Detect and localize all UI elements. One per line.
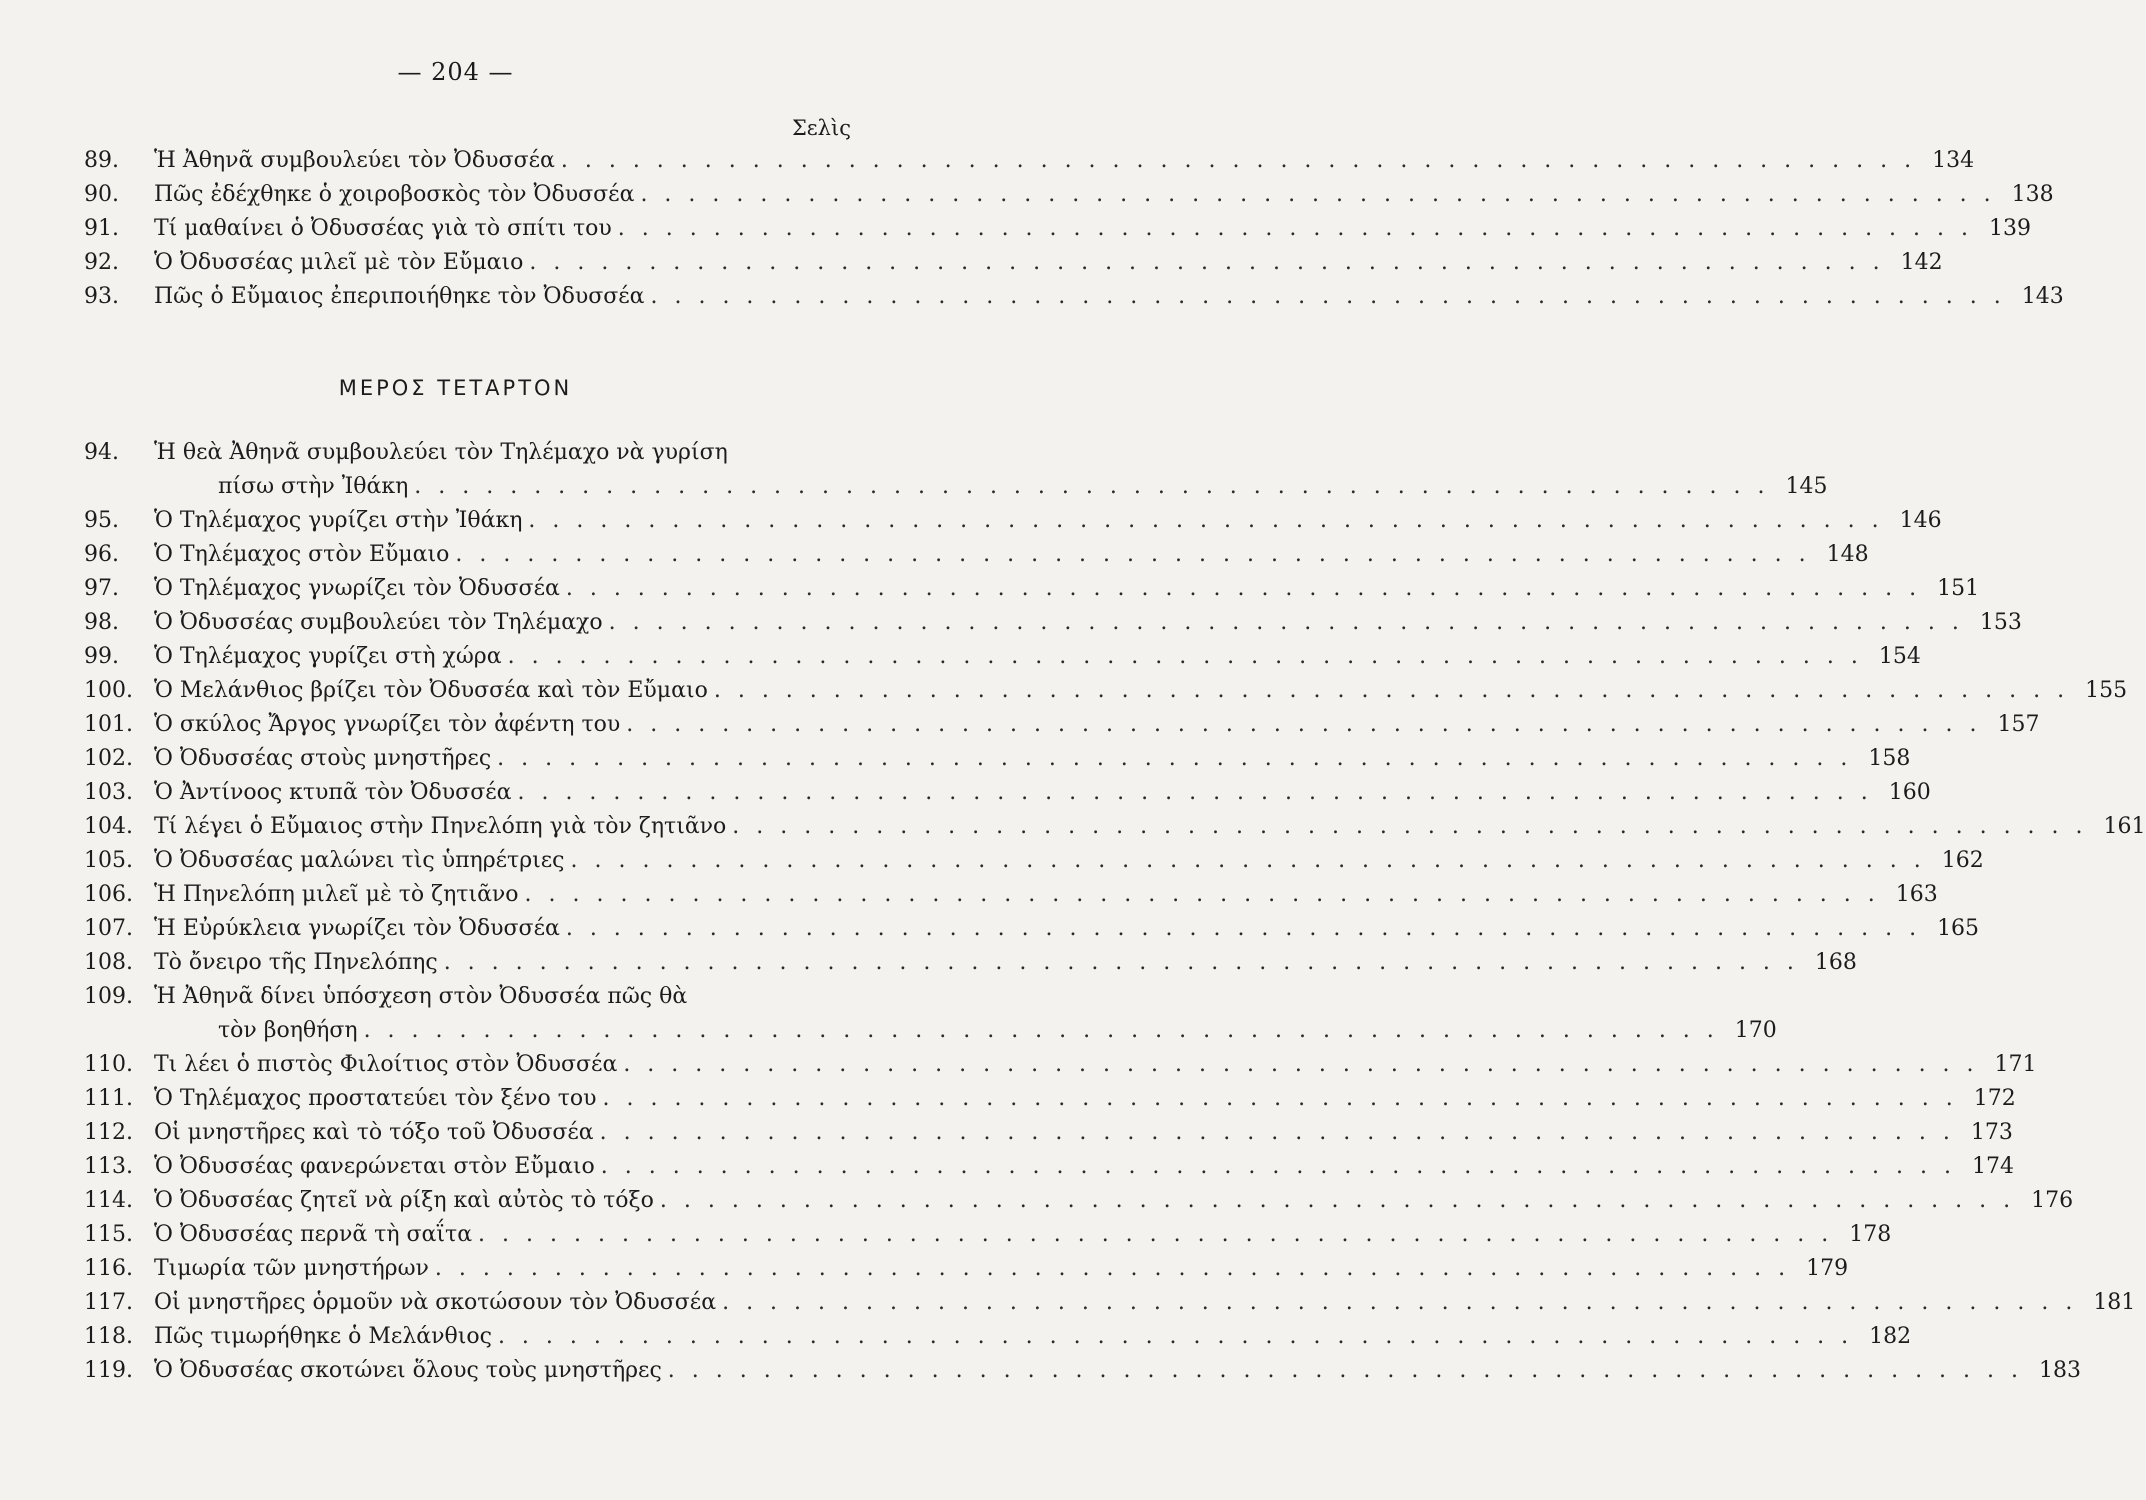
- toc-entry: [84, 848, 1984, 880]
- toc-entry: [84, 1256, 1849, 1288]
- entry-page: 146: [1899, 508, 1942, 533]
- dot-leader: . . . . . . . . . . . . . . . . . . . . . . . . . . . . . . . . . . . . . . . . . . . . . . . . . . . . . . . . .: [529, 250, 1885, 275]
- entry-title: Ὁ Τηλέμαχος γνωρίζει τὸν Ὀδυσσέα: [154, 576, 560, 601]
- toc-entry: [84, 780, 1931, 812]
- entry-title: Τί μαθαίνει ὁ Ὀδυσσέας γιὰ τὸ σπίτι του: [154, 216, 612, 241]
- entry-page: 183: [2039, 1358, 2082, 1383]
- toc-entry: [84, 182, 2054, 214]
- toc-entry: [84, 610, 2022, 642]
- entry-title: Ὁ σκύλος Ἄργος γνωρίζει τὸν ἀφέντη του: [154, 712, 621, 737]
- dot-leader: . . . . . . . . . . . . . . . . . . . . . . . . . . . . . . . . . . . . . . . . . . . . . . . . . . . . . . . . .: [623, 1052, 1979, 1077]
- entry-title: Ὁ Ὀδυσσέας σκοτώνει ὅλους τοὺς μνηστῆρες: [154, 1358, 662, 1383]
- entry-title: Τὸ ὄνειρο τῆς Πηνελόπης: [154, 950, 438, 975]
- entry-number: 92.: [84, 250, 119, 275]
- entry-title: Ὁ Ὀδυσσέας μαλώνει τὶς ὑπηρέτριες: [154, 848, 565, 873]
- toc-entry: [84, 542, 1869, 574]
- entry-number: 98.: [84, 610, 119, 635]
- toc-entry: [84, 250, 1943, 282]
- entry-number: 116.: [84, 1256, 133, 1281]
- entry-page: 170: [1734, 1018, 1777, 1043]
- entry-page: 143: [2021, 284, 2064, 309]
- entry-page: 174: [1971, 1154, 2014, 1179]
- entry-page: 157: [1997, 712, 2040, 737]
- toc-entry: [84, 1120, 2013, 1152]
- dot-leader: . . . . . . . . . . . . . . . . . . . . . . . . . . . . . . . . . . . . . . . . . . . . . . . . . . . . . . . . .: [667, 1358, 2024, 1383]
- toc-entry: [84, 746, 1911, 778]
- entry-title: Ὁ Μελάνθιος βρίζει τὸν Ὀδυσσέα καὶ τὸν Εὔμαιο: [154, 678, 708, 703]
- entry-number: 102.: [84, 746, 133, 771]
- entry-title: Ἡ θεὰ Ἀθηνᾶ συμβουλεύει τὸν Τηλέμαχο νὰ γυρίση: [154, 440, 728, 465]
- entry-number: 109.: [84, 984, 133, 1009]
- entry-page: 155: [2085, 678, 2128, 703]
- entry-title: Ὁ Τηλέμαχος γυρίζει στὴ χώρα: [154, 644, 502, 669]
- dot-leader: . . . . . . . . . . . . . . . . . . . . . . . . . . . . . . . . . . . . . . . . . . . . . . . . . . . . . . . . .: [732, 814, 2088, 839]
- entry-page: 151: [1937, 576, 1980, 601]
- entry-title: Ὁ Ὀδυσσέας φανερώνεται στὸν Εὔμαιο: [154, 1154, 595, 1179]
- toc-entry: [84, 1188, 2074, 1220]
- entry-page: 154: [1878, 644, 1921, 669]
- entry-page: 179: [1806, 1256, 1849, 1281]
- toc-entry: [84, 474, 1828, 506]
- entry-page: 168: [1814, 950, 1857, 975]
- dot-leader: . . . . . . . . . . . . . . . . . . . . . . . . . . . . . . . . . . . . . . . . . . . . . . . . . . . . . . . . .: [507, 644, 1863, 669]
- entry-title: πίσω στὴν Ἰθάκη: [218, 474, 409, 499]
- entry-number: 115.: [84, 1222, 133, 1247]
- dot-leader: . . . . . . . . . . . . . . . . . . . . . . . . . . . . . . . . . . . . . . . . . . . . . . . . . . . . . . . . .: [602, 1086, 1958, 1111]
- entry-page: 181: [2093, 1290, 2136, 1315]
- entry-title: Πῶς ὁ Εὔμαιος ἐπεριποιήθηκε τὸν Ὀδυσσέα: [154, 284, 645, 309]
- entry-page: 172: [1973, 1086, 2016, 1111]
- dot-leader: . . . . . . . . . . . . . . . . . . . . . . . . . . . . . . . . . . . . . . . . . . . . . . . . . . . . . . . . .: [608, 610, 1964, 635]
- entry-page: 173: [1970, 1120, 2013, 1145]
- toc-entry: [84, 508, 1942, 540]
- page-number: — 204 —: [397, 58, 514, 86]
- toc-entry: [84, 1222, 1892, 1254]
- entry-number: 90.: [84, 182, 119, 207]
- entry-page: 178: [1849, 1222, 1892, 1247]
- toc-entry: [84, 216, 2032, 248]
- dot-leader: . . . . . . . . . . . . . . . . . . . . . . . . . . . . . . . . . . . . . . . . . . . . . . . . . . . . . . . . .: [517, 780, 1873, 805]
- dot-leader: . . . . . . . . . . . . . . . . . . . . . . . . . . . . . . . . . . . . . . . . . . . . . . . . . . . . . . . . .: [713, 678, 2070, 703]
- toc-entry: [84, 678, 2128, 710]
- toc-entry: [84, 1358, 2082, 1390]
- dot-leader: . . . . . . . . . . . . . . . . . . . . . . . . . . . . . . . . . . . . . . . . . . . . . . . . . . . . . . . . .: [722, 1290, 2078, 1315]
- entry-page: 134: [1932, 148, 1975, 173]
- entry-title: Ὁ Ὀδυσσέας συμβουλεύει τὸν Τηλέμαχο: [154, 610, 603, 635]
- page-column-header: Σελὶς: [791, 116, 851, 140]
- entry-number: 93.: [84, 284, 119, 309]
- entry-number: 95.: [84, 508, 119, 533]
- dot-leader: . . . . . . . . . . . . . . . . . . . . . . . . . . . . . . . . . . . . . . . . . . . . . . . . . . . . . . . . .: [600, 1154, 1956, 1179]
- toc-entry: [84, 1086, 2016, 1118]
- dot-leader: . . . . . . . . . . . . . . . . . . . . . . . . . . . . . . . . . . . . . . . . . . . . . . . . . . . . . . . . .: [414, 474, 1770, 499]
- toc-entry: [84, 1018, 1777, 1050]
- entry-page: 160: [1888, 780, 1931, 805]
- dot-leader: . . . . . . . . . . . . . . . . . . . . . . . . . . . . . . . . . . . . . . . . . . . . . . . . . . . . . . . . .: [560, 148, 1917, 173]
- dot-leader: . . . . . . . . . . . . . . . . . . . . . . . . . . . . . . . . . . . . . . . . . . . . . . . . . . . . . . . . .: [617, 216, 1974, 241]
- entry-number: 117.: [84, 1290, 133, 1315]
- dot-leader: . . . . . . . . . . . . . . . . . . . . . . . . . . . . . . . . . . . . . . . . . . . . . . . . . . . . . . . . .: [565, 916, 1922, 941]
- dot-leader: . . . . . . . . . . . . . . . . . . . . . . . . . . . . . . . . . . . . . . . . . . . . . . . . . . . . . . . . .: [497, 746, 1853, 771]
- entry-number: 110.: [84, 1052, 133, 1077]
- entry-title: Ὁ Ἀντίνοος κτυπᾶ τὸν Ὀδυσσέα: [154, 780, 512, 805]
- dot-leader: . . . . . . . . . . . . . . . . . . . . . . . . . . . . . . . . . . . . . . . . . . . . . . . . . . . . . . . . .: [626, 712, 1982, 737]
- entry-title: Τιμωρία τῶν μνηστήρων: [154, 1256, 429, 1281]
- toc-entry: [84, 916, 1980, 948]
- toc-entry: [84, 148, 1975, 180]
- entry-title: Ἡ Εὐρύκλεια γνωρίζει τὸν Ὀδυσσέα: [154, 916, 560, 941]
- toc-entry: [84, 950, 1857, 982]
- entry-number: 111.: [84, 1086, 133, 1111]
- dot-leader: . . . . . . . . . . . . . . . . . . . . . . . . . . . . . . . . . . . . . . . . . . . . . . . . . . . . . . . . .: [528, 508, 1884, 533]
- toc-entry: [84, 1290, 2136, 1322]
- entry-page: 163: [1895, 882, 1938, 907]
- entry-title: Ἡ Ἀθηνᾶ δίνει ὑπόσχεση στὸν Ὀδυσσέα πῶς θὰ: [154, 984, 688, 1009]
- entry-title: τὸν βοηθήση: [218, 1018, 358, 1043]
- dot-leader: . . . . . . . . . . . . . . . . . . . . . . . . . . . . . . . . . . . . . . . . . . . . . . . . . . . . . . . . .: [363, 1018, 1719, 1043]
- entry-title: Ἡ Ἀθηνᾶ συμβουλεύει τὸν Ὀδυσσέα: [154, 148, 555, 173]
- toc-entry: [84, 814, 2146, 846]
- dot-leader: . . . . . . . . . . . . . . . . . . . . . . . . . . . . . . . . . . . . . . . . . . . . . . . . . . . . . . . . .: [524, 882, 1880, 907]
- entry-title: Ὁ Ὀδυσσέας μιλεῖ μὲ τὸν Εὔμαιο: [154, 250, 524, 275]
- dot-leader: . . . . . . . . . . . . . . . . . . . . . . . . . . . . . . . . . . . . . . . . . . . . . . . . . . . . . . . . .: [443, 950, 1799, 975]
- entry-page: 162: [1941, 848, 1984, 873]
- entry-title: Ὁ Ὀδυσσέας στοὺς μνηστῆρες: [154, 746, 492, 771]
- entry-page: 153: [1979, 610, 2022, 635]
- entry-number: 96.: [84, 542, 119, 567]
- entry-title: Τί λέγει ὁ Εὔμαιος στὴν Πηνελόπη γιὰ τὸν ζητιᾶνο: [154, 814, 727, 839]
- dot-leader: . . . . . . . . . . . . . . . . . . . . . . . . . . . . . . . . . . . . . . . . . . . . . . . . . . . . . . . . .: [455, 542, 1811, 567]
- toc-entry: [84, 1052, 2037, 1084]
- entry-number: 99.: [84, 644, 119, 669]
- entry-page: 148: [1826, 542, 1869, 567]
- dot-leader: . . . . . . . . . . . . . . . . . . . . . . . . . . . . . . . . . . . . . . . . . . . . . . . . . . . . . . . . .: [497, 1324, 1854, 1349]
- dot-leader: . . . . . . . . . . . . . . . . . . . . . . . . . . . . . . . . . . . . . . . . . . . . . . . . . . . . . . . . .: [478, 1222, 1834, 1247]
- dot-leader: . . . . . . . . . . . . . . . . . . . . . . . . . . . . . . . . . . . . . . . . . . . . . . . . . . . . . . . . .: [565, 576, 1922, 601]
- entry-number: 118.: [84, 1324, 133, 1349]
- dot-leader: . . . . . . . . . . . . . . . . . . . . . . . . . . . . . . . . . . . . . . . . . . . . . . . . . . . . . . . . .: [650, 284, 2006, 309]
- toc-entry: [84, 284, 2064, 316]
- dot-leader: . . . . . . . . . . . . . . . . . . . . . . . . . . . . . . . . . . . . . . . . . . . . . . . . . . . . . . . . .: [434, 1256, 1791, 1281]
- entry-number: 91.: [84, 216, 119, 241]
- entry-page: 139: [1989, 216, 2032, 241]
- entry-page: 138: [2011, 182, 2054, 207]
- toc-entry: [84, 1324, 1912, 1356]
- entry-page: 182: [1869, 1324, 1912, 1349]
- entry-title: Πῶς ἐδέχθηκε ὁ χοιροβοσκὸς τὸν Ὀδυσσέα: [154, 182, 635, 207]
- entry-page: 158: [1868, 746, 1911, 771]
- entry-number: 104.: [84, 814, 133, 839]
- entry-number: 100.: [84, 678, 133, 703]
- entry-page: 161: [2103, 814, 2146, 839]
- entry-title: Ὁ Ὀδυσσέας περνᾶ τὴ σαΐτα: [154, 1222, 473, 1247]
- entry-number: 97.: [84, 576, 119, 601]
- entry-number: 112.: [84, 1120, 133, 1145]
- entry-number: 89.: [84, 148, 119, 173]
- toc-entry: [84, 576, 1980, 608]
- entry-title: Ὁ Τηλέμαχος γυρίζει στὴν Ἰθάκη: [154, 508, 523, 533]
- toc-entry: [84, 984, 850, 1016]
- toc-entry: [84, 1154, 2014, 1186]
- entry-title: Ὁ Τηλέμαχος προστατεύει τὸν ξένο του: [154, 1086, 597, 1111]
- entry-number: 103.: [84, 780, 133, 805]
- entry-title: Ἡ Πηνελόπη μιλεῖ μὲ τὸ ζητιᾶνο: [154, 882, 519, 907]
- entry-number: 119.: [84, 1358, 133, 1383]
- entry-title: Τι λέει ὁ πιστὸς Φιλοίτιος στὸν Ὀδυσσέα: [154, 1052, 618, 1077]
- entry-page: 142: [1900, 250, 1943, 275]
- entry-number: 114.: [84, 1188, 133, 1213]
- entry-page: 165: [1937, 916, 1980, 941]
- dot-leader: . . . . . . . . . . . . . . . . . . . . . . . . . . . . . . . . . . . . . . . . . . . . . . . . . . . . . . . . .: [640, 182, 1996, 207]
- toc-entry: [84, 712, 2040, 744]
- entry-number: 105.: [84, 848, 133, 873]
- entry-page: 145: [1785, 474, 1828, 499]
- dot-leader: . . . . . . . . . . . . . . . . . . . . . . . . . . . . . . . . . . . . . . . . . . . . . . . . . . . . . . . . .: [599, 1120, 1955, 1145]
- entry-title: Οἱ μνηστῆρες ὁρμοῦν νὰ σκοτώσουν τὸν Ὀδυσσέα: [154, 1290, 717, 1315]
- dot-leader: . . . . . . . . . . . . . . . . . . . . . . . . . . . . . . . . . . . . . . . . . . . . . . . . . . . . . . . . .: [570, 848, 1926, 873]
- toc-entry: [84, 644, 1921, 676]
- toc-entry: [84, 882, 1938, 914]
- entry-page: 176: [2031, 1188, 2074, 1213]
- entry-title: Οἱ μνηστῆρες καὶ τὸ τόξο τοῦ Ὀδυσσέα: [154, 1120, 594, 1145]
- dot-leader: . . . . . . . . . . . . . . . . . . . . . . . . . . . . . . . . . . . . . . . . . . . . . . . . . . . . . . . . .: [659, 1188, 2016, 1213]
- entry-title: Ὁ Ὀδυσσέας ζητεῖ νὰ ρίξη καὶ αὐτὸς τὸ τόξο: [154, 1188, 654, 1213]
- entry-title: Ὁ Τηλέμαχος στὸν Εὔμαιο: [154, 542, 450, 567]
- entry-number: 107.: [84, 916, 133, 941]
- toc-entry: [84, 440, 850, 472]
- entry-number: 94.: [84, 440, 119, 465]
- entry-number: 108.: [84, 950, 133, 975]
- entry-number: 113.: [84, 1154, 133, 1179]
- section-title: ΜΕΡΟΣ ΤΕΤΑΡΤΟΝ: [338, 376, 573, 400]
- entry-title: Πῶς τιμωρήθηκε ὁ Μελάνθιος: [154, 1324, 492, 1349]
- entry-page: 171: [1994, 1052, 2037, 1077]
- entry-number: 101.: [84, 712, 133, 737]
- entry-number: 106.: [84, 882, 133, 907]
